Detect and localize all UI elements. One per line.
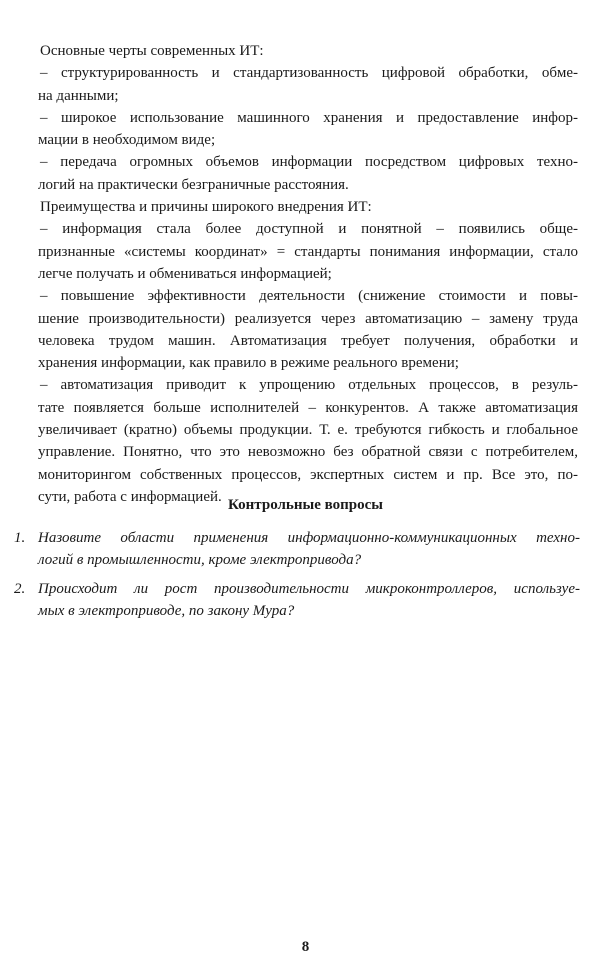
text-line: – структурированность и стандартизованность цифровой обработки, обме- <box>40 65 578 82</box>
question-text: мых в электроприводе, по закону Мура? <box>38 602 295 619</box>
text-line: – широкое использование машинного хранения и предоставление инфор- <box>40 109 578 126</box>
question-text: логий в промышленности, кроме электропривода? <box>38 552 362 569</box>
text-line: хранения информации, как правило в режиме реального времени; <box>38 355 459 372</box>
body-text <box>38 40 578 508</box>
text-line: легче получать и обмениваться информацией; <box>38 265 332 282</box>
text-line: мации в необходимом виде; <box>38 132 216 149</box>
text-line: логий на практически безграничные расстояния. <box>38 176 349 193</box>
text-line: управление. Понятно, что это невозможно без обратной связи с потребителем, <box>38 444 578 461</box>
question-item <box>14 527 580 572</box>
text-line: тате появляется больше исполнителей – конкурентов. А также автоматизация <box>38 399 578 416</box>
question-text: Происходит ли рост производительности микроконтроллеров, используе- <box>38 580 580 597</box>
question-item <box>14 578 580 623</box>
text-line: человека трудом машин. Автоматизация требует получения, обработки и <box>38 332 578 349</box>
text-line: – информация стала более доступной и понятной – появились обще- <box>40 221 578 238</box>
text-line: – автоматизация приводит к упрощению отдельных процессов, в резуль- <box>40 377 578 394</box>
text-line: – передача огромных объемов информации посредством цифровых техно- <box>40 154 578 171</box>
page-number: 8 <box>301 939 310 955</box>
text-line: мониторингом собственных процессов, экспертных систем и пр. Все это, по- <box>38 466 578 483</box>
question-number: 1. <box>14 530 26 546</box>
text-line: сути, работа с информацией. <box>38 488 222 505</box>
text-line: увеличивает (кратно) объемы продукции. Т. е. требуются гибкость и глобальное <box>38 422 578 439</box>
question-text: Назовите области применения информационно-коммуникационных техно- <box>38 530 580 546</box>
text-line: на данными; <box>38 87 119 104</box>
text-line: Преимущества и причины широкого внедрения ИТ: <box>40 199 372 216</box>
question-number: 2. <box>14 580 26 597</box>
questions-list <box>14 527 580 628</box>
text-line: шение производительности) реализуется через автоматизацию – замену труда <box>38 310 578 327</box>
text-line: признанные «системы координат» = стандарты понимания информации, стало <box>38 243 578 260</box>
section-heading: Контрольные вопросы <box>228 497 383 513</box>
text-line: – повышение эффективности деятельности (снижение стоимости и повы- <box>40 288 578 305</box>
text-line: Основные черты современных ИТ: <box>40 43 264 59</box>
